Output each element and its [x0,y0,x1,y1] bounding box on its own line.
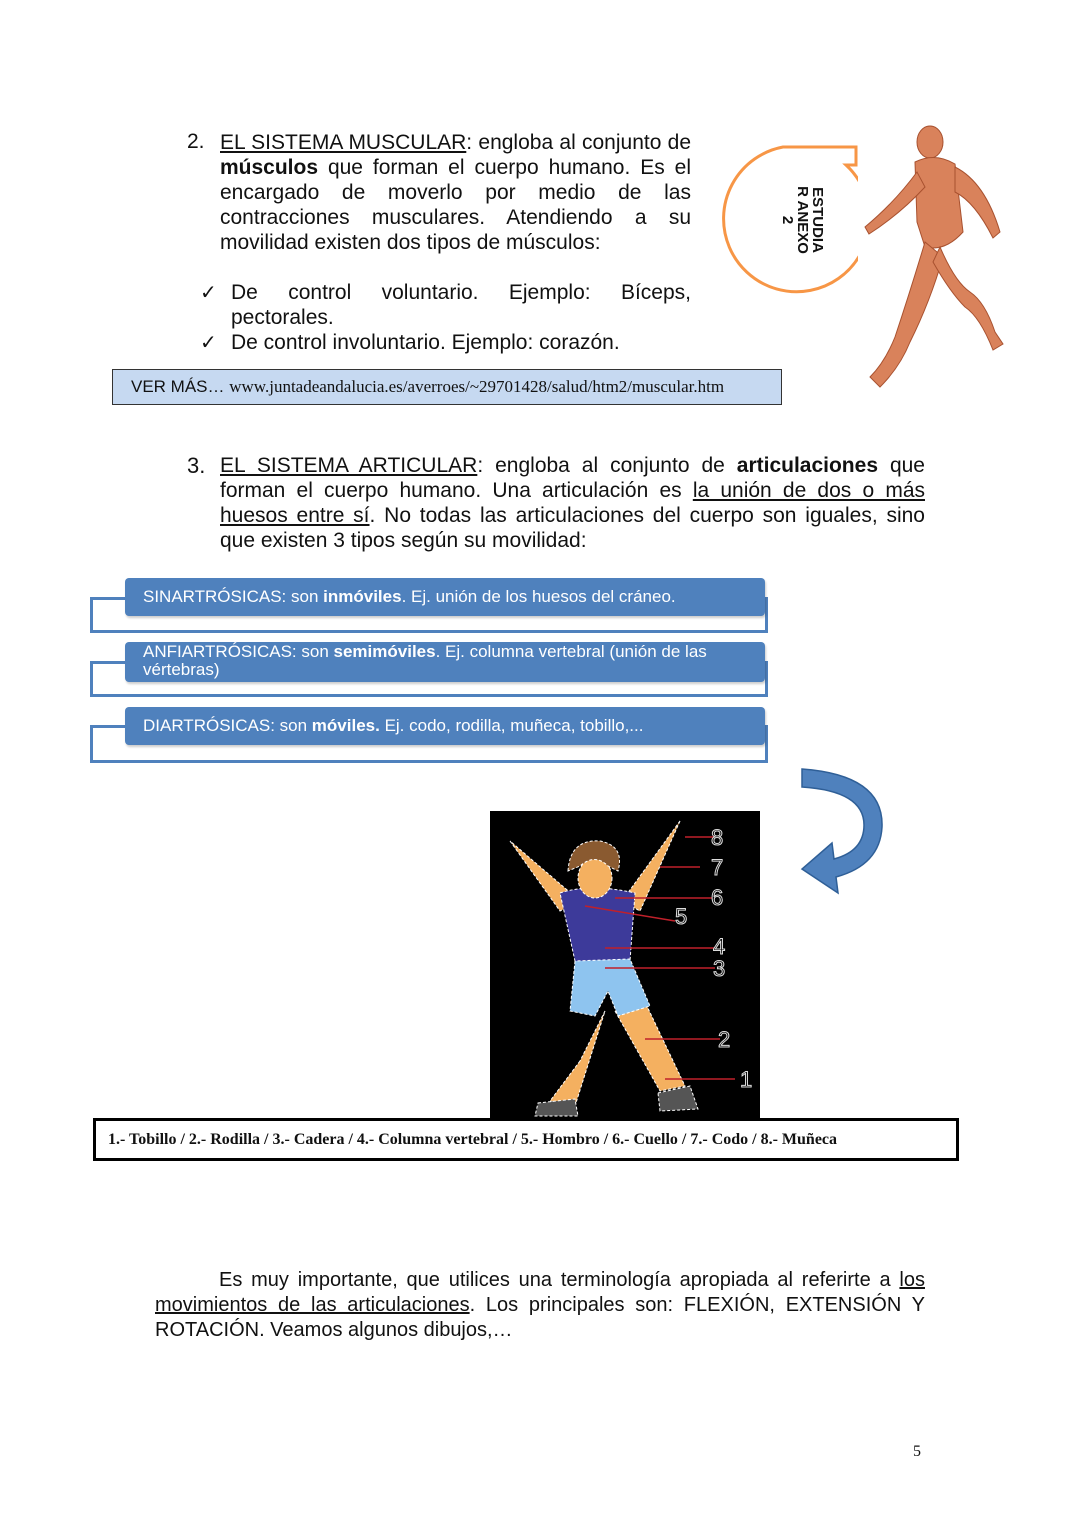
svg-text:8: 8 [711,825,724,850]
page-number: 5 [913,1443,921,1460]
svg-text:5: 5 [675,904,688,929]
bullet-item: De control involuntario. Ejemplo: corazón. [231,331,620,354]
section-number: 2. [187,130,205,153]
section-title: EL SISTEMA ARTICULAR [220,454,478,477]
more-info-link-box[interactable] [112,369,782,405]
link-label: VER MÁS… [131,377,230,396]
callout-text: ESTUDIA R ANEXO 2 [779,186,826,254]
text: : engloba al conjunto de [466,131,691,154]
text: . No todas las articulaciones del cuerpo son iguales, sino que existen 3 tipos según su movilidad: [220,504,925,552]
text: : engloba al conjunto de [477,454,737,477]
checkmark-icon: ✓ [200,332,217,354]
closing-paragraph [155,1268,925,1343]
diagram-connector [90,661,126,664]
section-articular-paragraph [220,453,925,553]
svg-text:6: 6 [711,885,724,910]
section-number: 3. [187,453,206,478]
text: que forman el cuerpo humano. Es el encargado de moverlo por medio de las contracciones musculares. Atendiendo a su movilidad existen dos tipos de músculos: [220,156,691,254]
joints-legend: 1.- Tobillo / 2.- Rodilla / 3.- Cadera / 4.- Columna vertebral / 5.- Hombro / 6.- Cuello / 7.- Codo / 8.- Muñeca [93,1118,959,1161]
text: Es muy importante, que utilices una terminología apropiada al referirte a [219,1269,900,1291]
text: . Los principales son: FLEXIÓN, EXTENSIÓN Y ROTACIÓN. Veamos algunos dibujos,… [155,1294,925,1341]
diagram-connector [90,725,126,728]
muscular-runner-illustration [855,122,1015,402]
underlined-definition: la unión de dos o más huesos entre sí [220,479,925,527]
checkmark-icon: ✓ [200,282,217,304]
bold-term: músculos [220,156,319,179]
bold-term: articulaciones [736,454,878,477]
curved-arrow-icon [798,765,888,897]
joint-type-sinartrosicas: SINARTRÓSICAS: son inmóviles. Ej. unión de los huesos del cráneo. [125,578,765,616]
svg-text:1: 1 [740,1067,753,1092]
link-url[interactable]: www.juntadeandalucia.es/averroes/~29701428/salud/htm2/muscular.htm [229,377,725,396]
diagram-connector [90,597,126,600]
underlined-text: los movimientos de las articulaciones [155,1269,925,1316]
text: que forman el cuerpo humano. Una articulación es [220,454,925,502]
svg-text:7: 7 [711,855,724,880]
svg-text:4: 4 [713,934,726,959]
section-muscular-paragraph [220,130,691,255]
section-title: EL SISTEMA MUSCULAR [220,131,467,154]
joint-type-diartrosicas: DIARTRÓSICAS: son móviles. Ej. codo, rodilla, muñeca, tobillo,... [125,707,765,745]
joint-type-anfiartrosicas: ANFIARTRÓSICAS: son semimóviles. Ej. columna vertebral (unión de las vértebras) [125,642,765,682]
bullet-item: De control voluntario. Ejemplo: Bíceps, pectorales. [231,281,691,329]
svg-text:2: 2 [718,1027,731,1052]
svg-text:3: 3 [713,956,726,981]
joints-figure [490,811,760,1119]
